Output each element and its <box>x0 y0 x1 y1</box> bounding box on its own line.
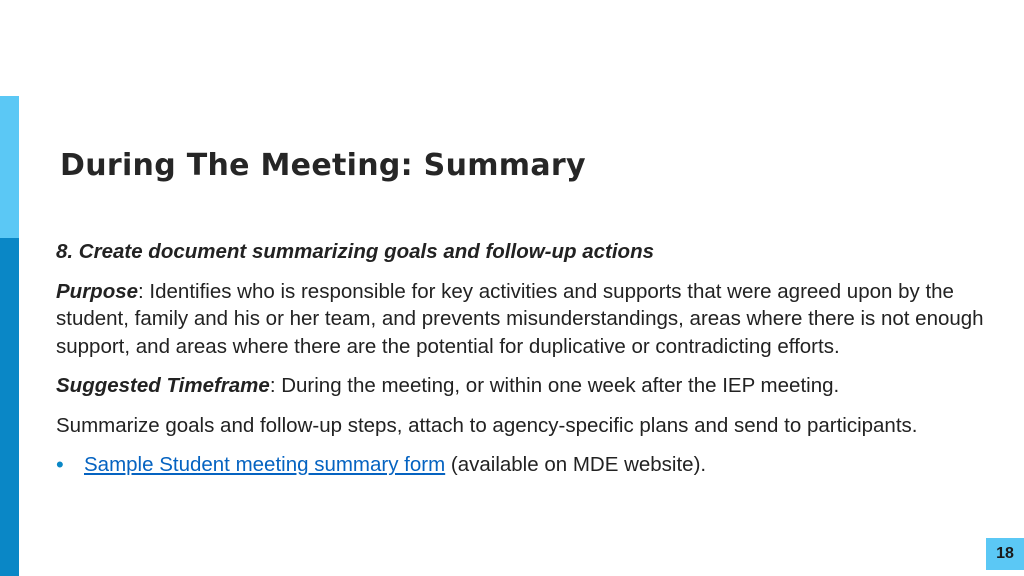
summary-form-link[interactable]: Sample Student meeting summary form <box>84 453 446 476</box>
bullet-suffix: (available on MDE website). <box>445 453 707 476</box>
purpose-label: Purpose <box>56 279 139 303</box>
page-title: During The Meeting: Summary <box>60 148 586 183</box>
page-number: 18 <box>986 538 1024 570</box>
timeframe-paragraph <box>56 372 986 400</box>
list-item <box>56 451 986 479</box>
bullet-icon: • <box>56 452 64 477</box>
summary-paragraph: Summarize goals and follow-up steps, attach to agency-specific plans and send to participants. <box>56 413 918 437</box>
timeframe-text: : During the meeting, or within one week after the IEP meeting. <box>269 374 840 397</box>
bullet-text <box>84 451 706 479</box>
timeframe-label: Suggested Timeframe <box>56 374 270 397</box>
step-heading: 8. Create document summarizing goals and follow-up actions <box>56 240 655 263</box>
accent-bar-bottom <box>0 238 19 576</box>
slide-body <box>56 238 986 479</box>
purpose-paragraph <box>56 278 986 361</box>
purpose-text: : Identifies who is responsible for key activities and supports that were agreed upon by the student, family and his or her team, and prevents misunderstandings, areas where there is not enough support, and areas where there are the potential for duplicative or contradicting efforts. <box>56 279 984 358</box>
accent-bar-top <box>0 96 19 238</box>
